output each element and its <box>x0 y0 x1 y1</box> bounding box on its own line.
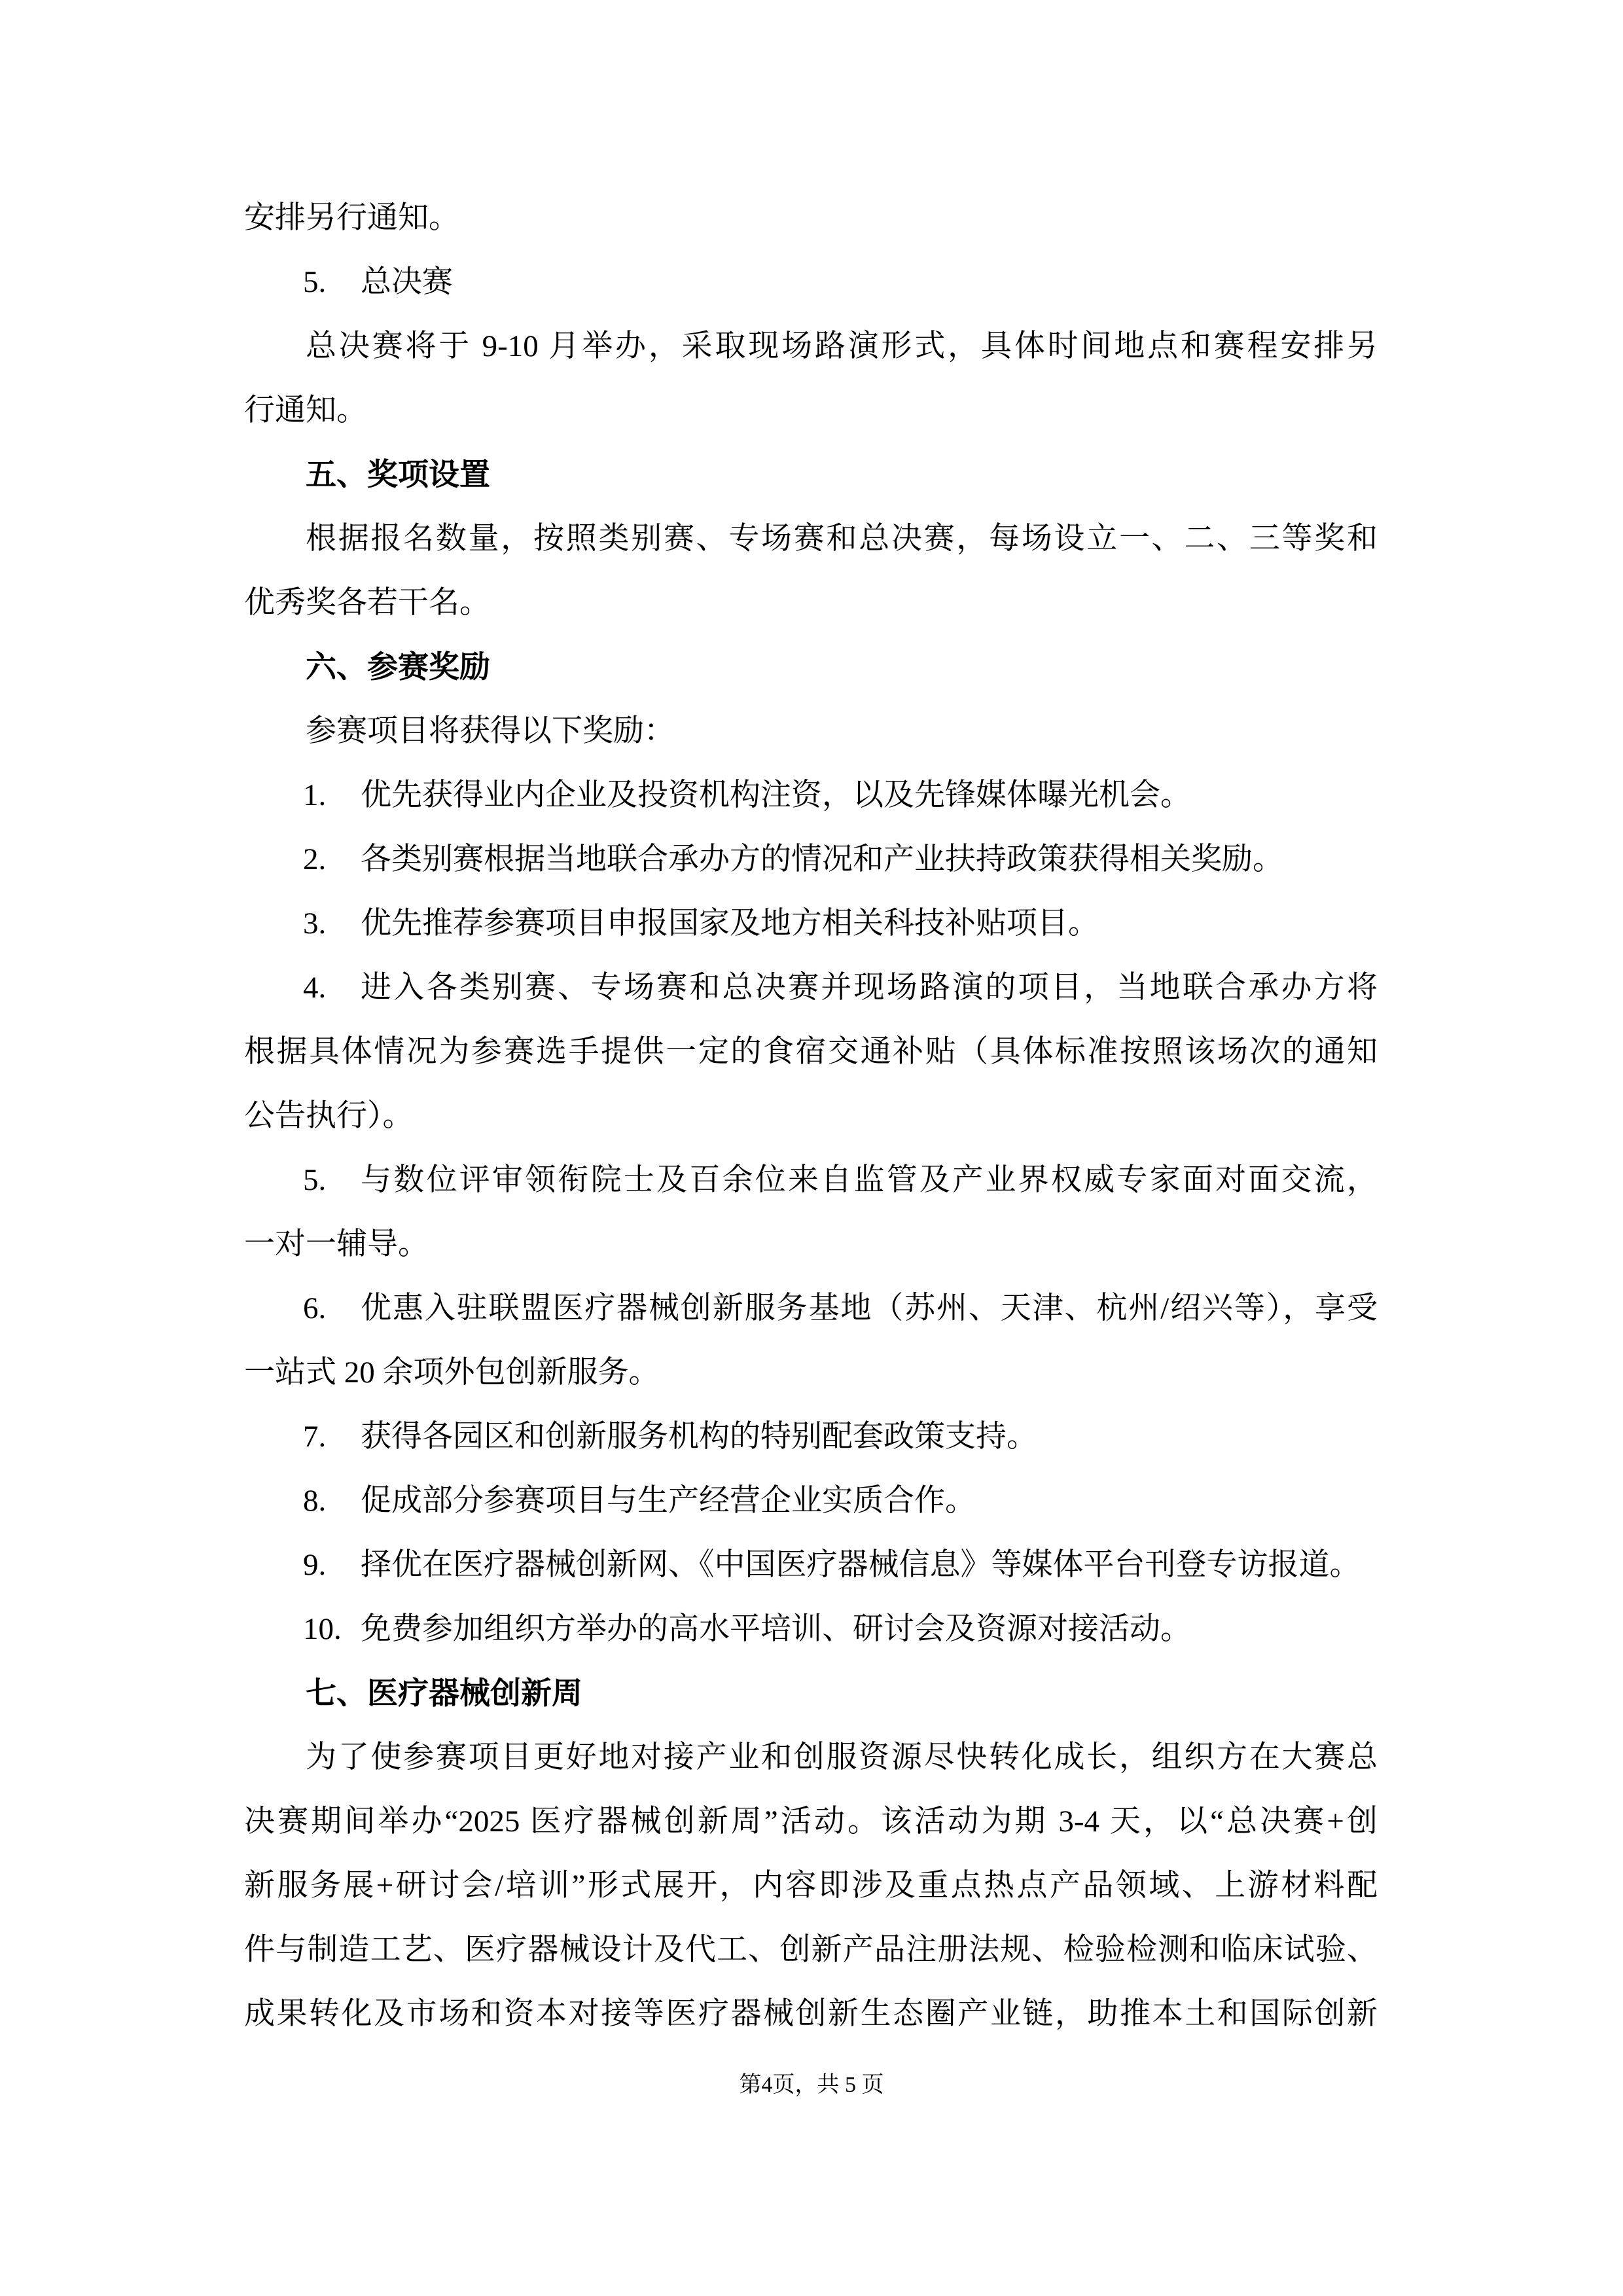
text-line: 一站式 20 余项外包创新服务。 <box>244 1355 660 1390</box>
text-line <box>244 1405 1378 1469</box>
text-line: 成果转化及市场和资本对接等医疗器械创新生态圈产业链，助推本土和国际创新 <box>244 1997 1378 2031</box>
list-item-text: 优惠入驻联盟医疗器械创新服务基地（苏州、天津、杭州/绍兴等），享受 <box>361 1291 1378 1325</box>
text-line: 安排另行通知。 <box>244 201 459 235</box>
text-line: 根据报名数量，按照类别赛、专场赛和总决赛，每场设立一、二、三等奖和 <box>306 522 1378 556</box>
list-marker: 5. <box>303 265 327 299</box>
list-item-text: 优先获得业内企业及投资机构注资，以及先锋媒体曝光机会。 <box>361 778 1191 812</box>
text-line: 公告执行）。 <box>244 1099 414 1133</box>
text-line <box>244 956 1378 1020</box>
text-line: 总决赛将于 9-10 月举办，采取现场路演形式，具体时间地点和赛程安排另 <box>306 329 1378 363</box>
list-item-text: 免费参加组织方举办的高水平培训、研讨会及资源对接活动。 <box>361 1612 1191 1646</box>
text-line: 决赛期间举办“2025 医疗器械创新周”活动。该活动为期 3-4 天，以“总决赛+创 <box>244 1804 1378 1839</box>
text-line: 为了使参赛项目更好地对接产业和创服资源尽快转化成长，组织方在大赛总 <box>306 1740 1378 1774</box>
text-line <box>244 1148 1378 1212</box>
list-marker: 8. <box>303 1484 327 1518</box>
list-item-text: 总决赛 <box>361 265 453 299</box>
list-marker: 4. <box>303 971 327 1005</box>
text-line <box>244 1597 1378 1661</box>
text-line: 行通知。 <box>244 393 367 427</box>
text-line <box>244 827 1378 891</box>
list-marker: 3. <box>303 906 327 941</box>
list-item-text: 各类别赛根据当地联合承办方的情况和产业扶持政策获得相关奖励。 <box>361 842 1283 876</box>
page-footer: 第4页，共 5 页 <box>739 2073 884 2097</box>
list-marker: 1. <box>303 778 327 812</box>
text-line <box>244 1533 1378 1597</box>
document-body <box>244 186 1378 2046</box>
list-item-text: 进入各类别赛、专场赛和总决赛并现场路演的项目，当地联合承办方将 <box>361 971 1378 1005</box>
text-line: 优秀奖各若干名。 <box>244 586 490 620</box>
text-line: 参赛项目将获得以下奖励： <box>306 714 675 748</box>
text-line <box>244 1469 1378 1533</box>
text-line: 根据具体情况为参赛选手提供一定的食宿交通补贴（具体标准按照该场次的通知 <box>244 1035 1378 1069</box>
list-item-text: 获得各园区和创新服务机构的特别配套政策支持。 <box>361 1420 1037 1454</box>
text-line <box>244 1276 1378 1340</box>
list-marker: 7. <box>303 1420 327 1454</box>
section-heading: 七、医疗器械创新周 <box>306 1676 582 1710</box>
text-line <box>244 250 1378 314</box>
list-marker: 5. <box>303 1163 327 1197</box>
text-line <box>244 891 1378 956</box>
list-item-text: 与数位评审领衔院士及百余位来自监管及产业界权威专家面对面交流， <box>361 1163 1378 1197</box>
list-marker: 2. <box>303 842 327 876</box>
list-item-text: 择优在医疗器械创新网、《中国医疗器械信息》等媒体平台刊登专访报道。 <box>361 1548 1361 1582</box>
text-line: 件与制造工艺、医疗器械设计及代工、创新产品注册法规、检验检测和临床试验、 <box>244 1933 1378 1967</box>
section-heading: 六、参赛奖励 <box>306 649 490 684</box>
list-marker: 9. <box>303 1548 327 1582</box>
text-line: 一对一辅导。 <box>244 1227 429 1261</box>
list-marker: 10. <box>303 1612 342 1646</box>
list-item-text: 促成部分参赛项目与生产经营企业实质合作。 <box>361 1484 976 1518</box>
list-item-text: 优先推荐参赛项目申报国家及地方相关科技补贴项目。 <box>361 906 1099 941</box>
text-line: 新服务展+研讨会/培训”形式展开，内容即涉及重点热点产品领域、上游材料配 <box>244 1869 1378 1903</box>
list-marker: 6. <box>303 1291 327 1325</box>
section-heading: 五、奖项设置 <box>306 457 490 492</box>
text-line <box>244 763 1378 827</box>
